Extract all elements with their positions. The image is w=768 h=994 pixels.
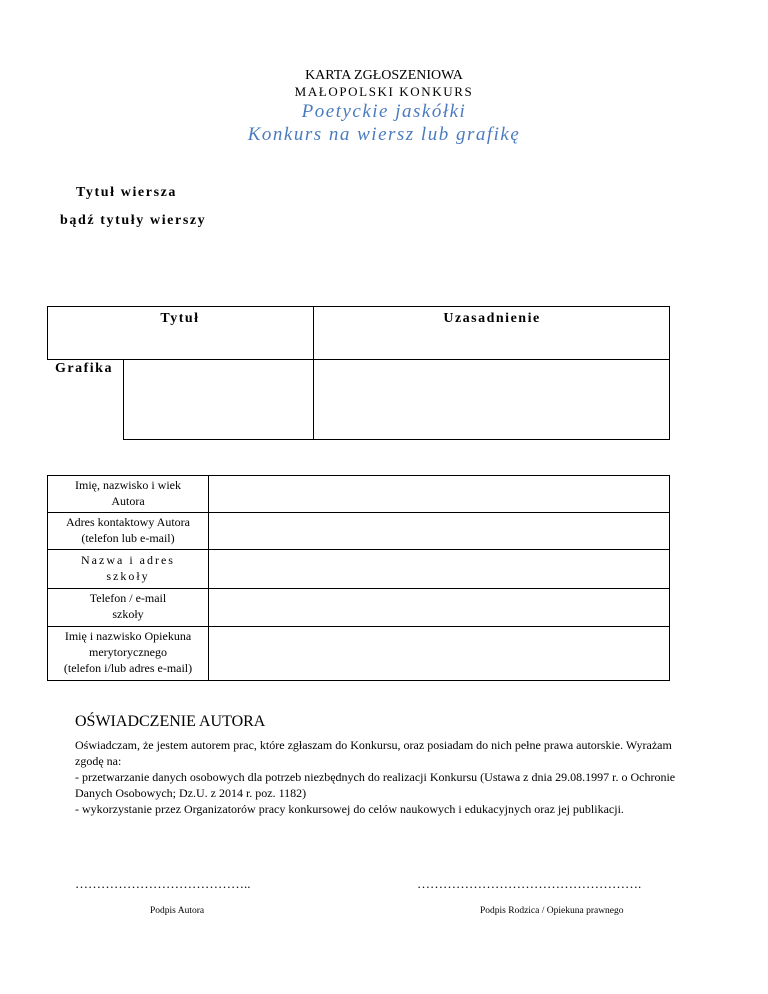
title-field[interactable] [48, 330, 313, 359]
contest-subtitle: Konkurs na wiersz lub grafikę [247, 124, 521, 145]
poem-titles-label: bądź tytuły wierszy [60, 213, 207, 228]
table-border [123, 439, 670, 440]
author-name-field[interactable] [209, 476, 669, 512]
form-title: KARTA ZGŁOSZENIOWA [305, 68, 463, 83]
supervisor-label: Imię i nazwisko Opiekuna merytorycznego (telefon i/lub adres e-mail) [63, 629, 193, 675]
school-contact-field[interactable] [209, 589, 669, 626]
table-border [47, 306, 670, 307]
contest-type: MAŁOPOLSKI KONKURS [294, 84, 474, 99]
poem-title-label: Tytuł wiersza [76, 185, 178, 200]
parent-signature-line[interactable]: ……………………………………………. [417, 876, 642, 891]
table-border [669, 475, 670, 681]
justification-field[interactable] [314, 330, 669, 359]
school-contact-label: Telefon / e-mail szkoły [89, 591, 167, 621]
table-border [47, 680, 670, 681]
parent-signature-label: Podpis Rodzica / Opiekuna prawnego [480, 906, 624, 916]
justification-column-header: Uzasadnienie [443, 311, 541, 326]
author-contact-label: Adres kontaktowy Autora (telefon lub e-mail) [66, 515, 190, 545]
graphic-justification-field[interactable] [314, 360, 669, 439]
school-name-label: Nazwa i adres szkoły [81, 553, 175, 583]
declaration-title: OŚWIADCZENIE AUTORA [75, 713, 266, 730]
author-signature-label: Podpis Autora [150, 906, 205, 916]
contest-name: Poetyckie jaskółki [301, 101, 467, 122]
school-name-field[interactable] [209, 550, 669, 588]
graphic-row-label: Grafika [55, 361, 113, 376]
author-signature-line[interactable]: ………………………………….. [75, 876, 251, 891]
author-name-label: Imię, nazwisko i wiek Autora [75, 478, 181, 508]
declaration-text: Oświadczam, że jestem autorem prac, które zgłaszam do Konkursu, oraz posiadam do nich pełne prawa autorskie. Wyrażam zgodę na: - przetwarzanie danych osobowych dla potrzeb niezbędnych do realizacji Konkursu (Ustawa z dnia 29.08.1997 r. o Ochronie Danych Osobowych; Dz.U. z 2014 r. poz. 1182) - wykorzystanie przez Organizatorów pracy konkursowej do celów naukowych i edukacyjnych oraz jej publikacji. [75, 738, 676, 816]
supervisor-field[interactable] [209, 627, 669, 680]
title-column-header: Tytuł [160, 311, 200, 326]
graphic-title-field[interactable] [124, 360, 313, 439]
author-contact-field[interactable] [209, 513, 669, 549]
